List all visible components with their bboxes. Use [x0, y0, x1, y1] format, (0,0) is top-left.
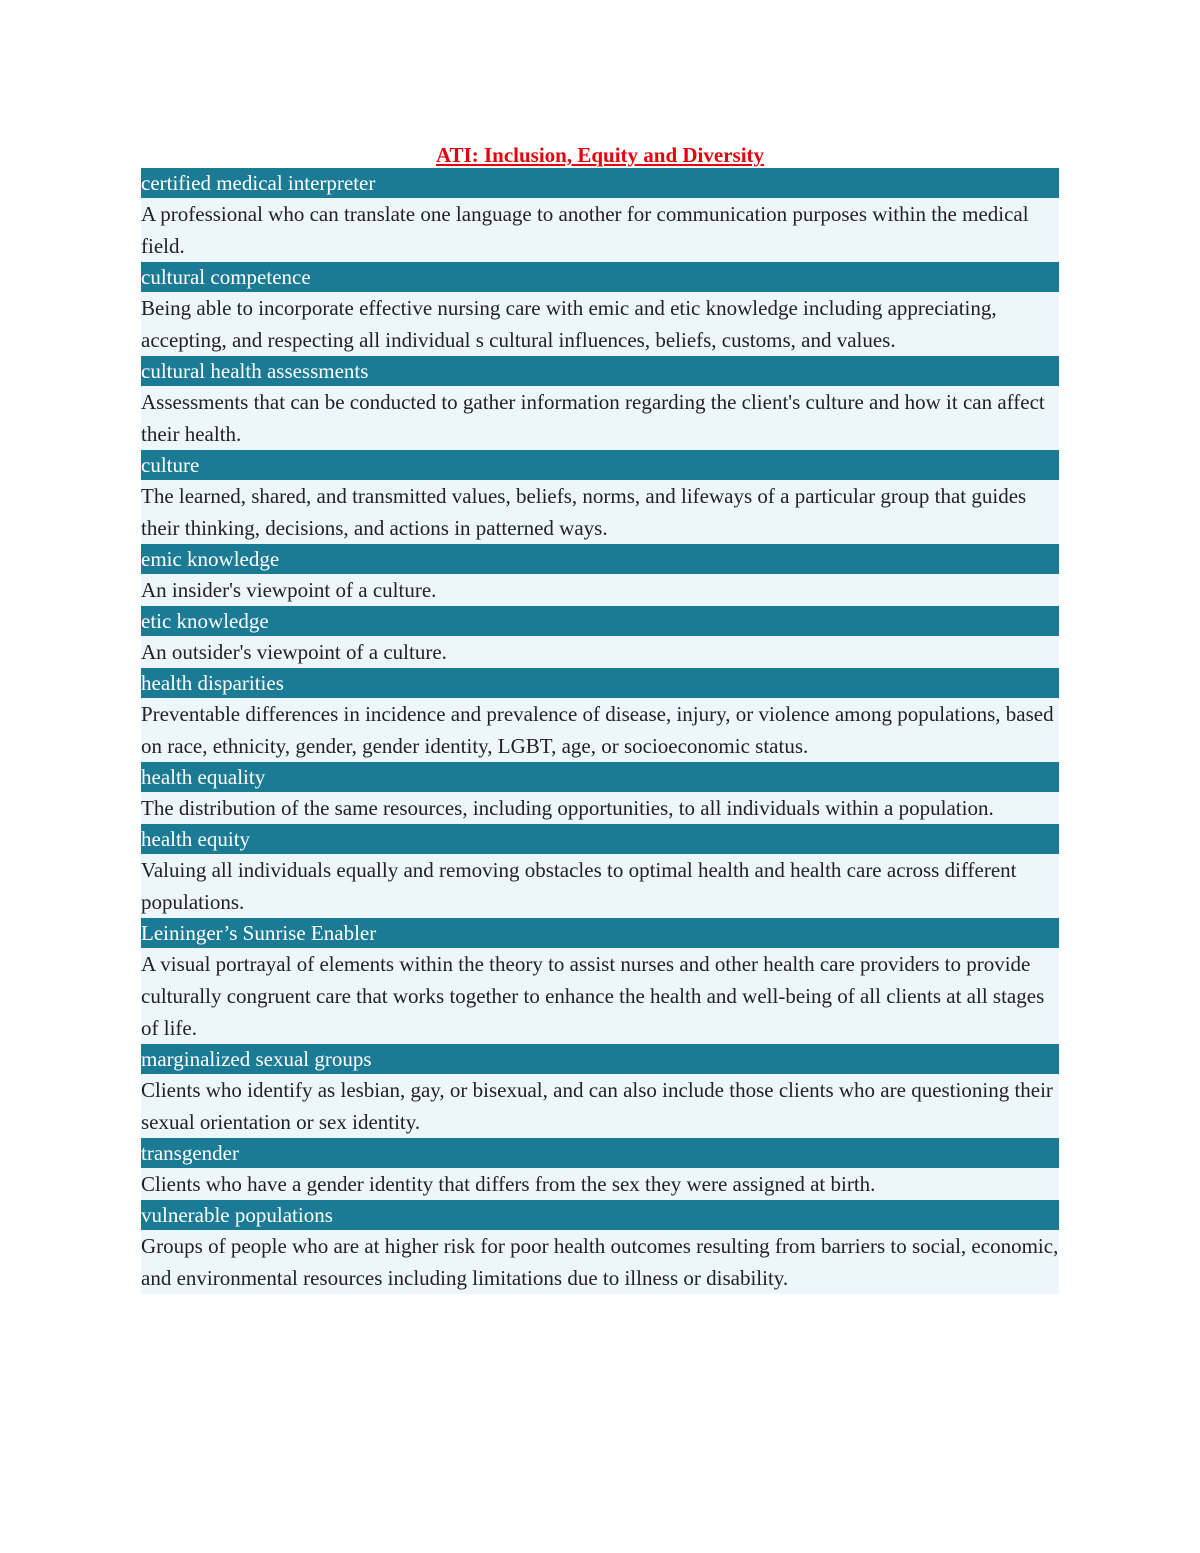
glossary-definition: The learned, shared, and transmitted values, beliefs, norms, and lifeways of a particular group that guides their thinking, decisions, and actions in patterned ways. — [141, 480, 1059, 544]
document-page — [141, 142, 1059, 1294]
glossary-term: Leininger’s Sunrise Enabler — [141, 918, 1059, 948]
glossary-entry — [141, 168, 1059, 262]
glossary-term: culture — [141, 450, 1059, 480]
glossary-definition: Assessments that can be conducted to gather information regarding the client's culture and how it can affect their health. — [141, 386, 1059, 450]
glossary-term: vulnerable populations — [141, 1200, 1059, 1230]
glossary-entry — [141, 762, 1059, 824]
glossary-entry — [141, 262, 1059, 356]
glossary-term: cultural health assessments — [141, 356, 1059, 386]
glossary-entry — [141, 356, 1059, 450]
glossary-definition: The distribution of the same resources, including opportunities, to all individuals within a population. — [141, 792, 1059, 824]
glossary-definition: A visual portrayal of elements within the theory to assist nurses and other health care providers to provide culturally congruent care that works together to enhance the health and well-being of all clients at all stages of life. — [141, 948, 1059, 1044]
glossary-term: certified medical interpreter — [141, 168, 1059, 198]
glossary-term: health disparities — [141, 668, 1059, 698]
page-title: ATI: Inclusion, Equity and Diversity — [435, 143, 765, 167]
glossary-definition: An outsider's viewpoint of a culture. — [141, 636, 1059, 668]
glossary-term: emic knowledge — [141, 544, 1059, 574]
glossary-term: health equality — [141, 762, 1059, 792]
glossary-definition: Clients who identify as lesbian, gay, or bisexual, and can also include those clients who are questioning their sexual orientation or sex identity. — [141, 1074, 1059, 1138]
glossary-entry — [141, 606, 1059, 668]
glossary-term: etic knowledge — [141, 606, 1059, 636]
glossary-entry — [141, 1138, 1059, 1200]
glossary-definition: Clients who have a gender identity that differs from the sex they were assigned at birth. — [141, 1168, 1059, 1200]
glossary-term: transgender — [141, 1138, 1059, 1168]
glossary-definition: Groups of people who are at higher risk for poor health outcomes resulting from barriers to social, economic, and environmental resources including limitations due to illness or disability. — [141, 1230, 1059, 1294]
glossary-definition: Being able to incorporate effective nursing care with emic and etic knowledge including appreciating, accepting, and respecting all individual s cultural influences, beliefs, customs, and values. — [141, 292, 1059, 356]
glossary-term: marginalized sexual groups — [141, 1044, 1059, 1074]
glossary-definition: A professional who can translate one language to another for communication purposes within the medical field. — [141, 198, 1059, 262]
glossary-entry — [141, 668, 1059, 762]
glossary-entry — [141, 824, 1059, 918]
glossary-entry — [141, 1200, 1059, 1294]
glossary-definition: Preventable differences in incidence and prevalence of disease, injury, or violence among populations, based on race, ethnicity, gender, gender identity, LGBT, age, or socioeconomic status. — [141, 698, 1059, 762]
glossary-list — [141, 168, 1059, 1294]
glossary-entry — [141, 450, 1059, 544]
glossary-entry — [141, 544, 1059, 606]
glossary-definition: An insider's viewpoint of a culture. — [141, 574, 1059, 606]
glossary-term: health equity — [141, 824, 1059, 854]
glossary-definition: Valuing all individuals equally and removing obstacles to optimal health and health care across different populations. — [141, 854, 1059, 918]
glossary-term: cultural competence — [141, 262, 1059, 292]
glossary-entry — [141, 1044, 1059, 1138]
glossary-entry — [141, 918, 1059, 1044]
